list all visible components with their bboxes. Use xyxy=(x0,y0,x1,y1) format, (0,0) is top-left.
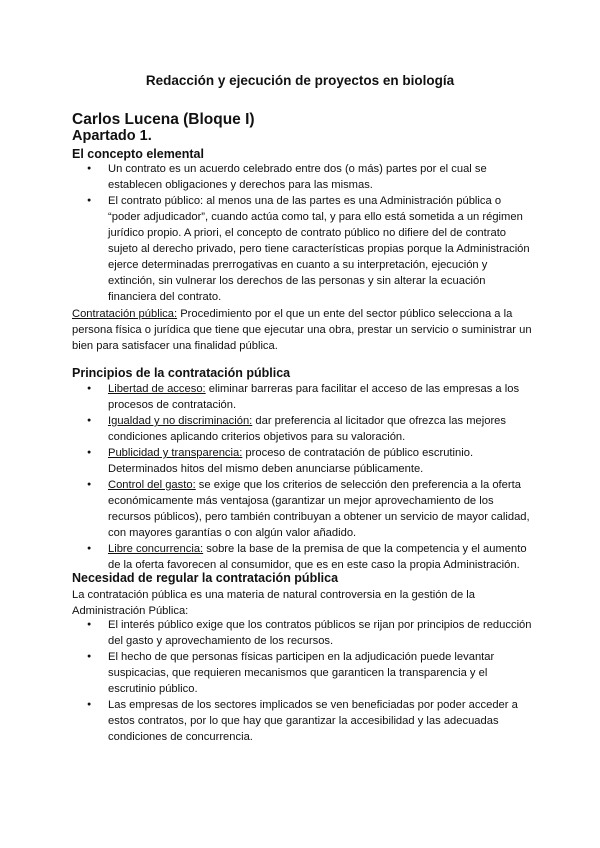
apartado-heading: Apartado 1. xyxy=(72,128,152,144)
principle-text: eliminar barreras para facilitar el acceso de las empresas a los procesos de contratación. xyxy=(108,383,520,411)
principle-text: sobre la base de la premisa de que la competencia y el aumento de la oferta favorecen al consumidor, que es en este caso la propia Administración. xyxy=(108,543,527,571)
list-item: ● El contrato público: al menos una de las partes es una Administración pública o “poder adjudicador”, cuando actúa como tal, y para ello está sometida a un régimen jurídico propio. A priori, el concepto de contrato público no difiere del de contrato sujeto al derecho privado, pero tiene características propias porque la Administración ejerce determinadas prerrogativas en cuanto a su interpretación, ejecución y extinción, sin vulnerar los derechos de las personas y sin alterar la ecuación financiera del contrato. xyxy=(72,193,532,305)
need-list xyxy=(72,617,532,745)
definition-text: Procedimiento por el que un ente del sector público selecciona a la persona física o jurídica que tiene que ejecutar una obra, prestar un servicio o suministrar un bien para satisfacer una finalidad pública. xyxy=(72,308,532,352)
principles-list xyxy=(72,381,532,573)
list-item: ● Un contrato es un acuerdo celebrado entre dos (o más) partes por el cual se establecen obligaciones y derechos para las mismas. xyxy=(72,161,532,193)
document-title: Redacción y ejecución de proyectos en biología xyxy=(145,73,455,88)
concept-heading: El concepto elemental xyxy=(72,147,204,161)
list-item xyxy=(72,413,532,445)
principle-term: Libertad de acceso: xyxy=(108,383,206,395)
principle-text: se exige que los criterios de selección den preferencia a la oferta económicamente más ventajosa (garantizar un mejor aprovechamiento de los recursos públicos), pero también contribuyan a obtener un servicio de mayor calidad, con mayores garantías o con algún valor añadido. xyxy=(108,479,530,539)
list-item: ● Las empresas de los sectores implicados se ven beneficiadas por poder acceder a estos contratos, por lo que hay que garantizar la accesibilidad y las adecuadas condiciones de concurrencia. xyxy=(72,697,532,745)
section-heading: Carlos Lucena (Bloque I) xyxy=(72,111,255,128)
principle-term: Libre concurrencia: xyxy=(108,543,204,555)
list-item xyxy=(72,477,532,541)
list-item xyxy=(72,541,532,573)
definition-paragraph xyxy=(72,306,532,354)
list-item xyxy=(72,445,532,477)
need-intro: La contratación pública es una materia de natural controversia en la gestión de la Administración Pública: xyxy=(72,589,476,617)
definition-term: Contratación pública: xyxy=(72,308,178,320)
principle-term: Control del gasto: xyxy=(108,479,196,491)
need-heading: Necesidad de regular la contratación pública xyxy=(72,571,339,585)
concept-list xyxy=(72,161,532,305)
principle-text: dar preferencia al licitador que ofrezca las mejores condiciones aplicando criterios objetivos para su valoración. xyxy=(108,415,506,443)
list-item xyxy=(72,381,532,413)
list-item: ● El interés público exige que los contratos públicos se rijan por principios de reducción del gasto y aprovechamiento de los recursos. xyxy=(72,617,532,649)
principle-text: proceso de contratación de público escrutinio. Determinados hitos del mismo deben anunciarse públicamente. xyxy=(108,447,474,475)
principle-term: Igualdad y no discriminación: xyxy=(108,415,253,427)
principles-heading: Principios de la contratación pública xyxy=(72,366,291,380)
list-item: ● El hecho de que personas físicas participen en la adjudicación puede levantar suspicacias, que requieren mecanismos que garanticen la transparencia y el escrutinio público. xyxy=(72,649,532,697)
principle-term: Publicidad y transparencia: xyxy=(108,447,243,459)
